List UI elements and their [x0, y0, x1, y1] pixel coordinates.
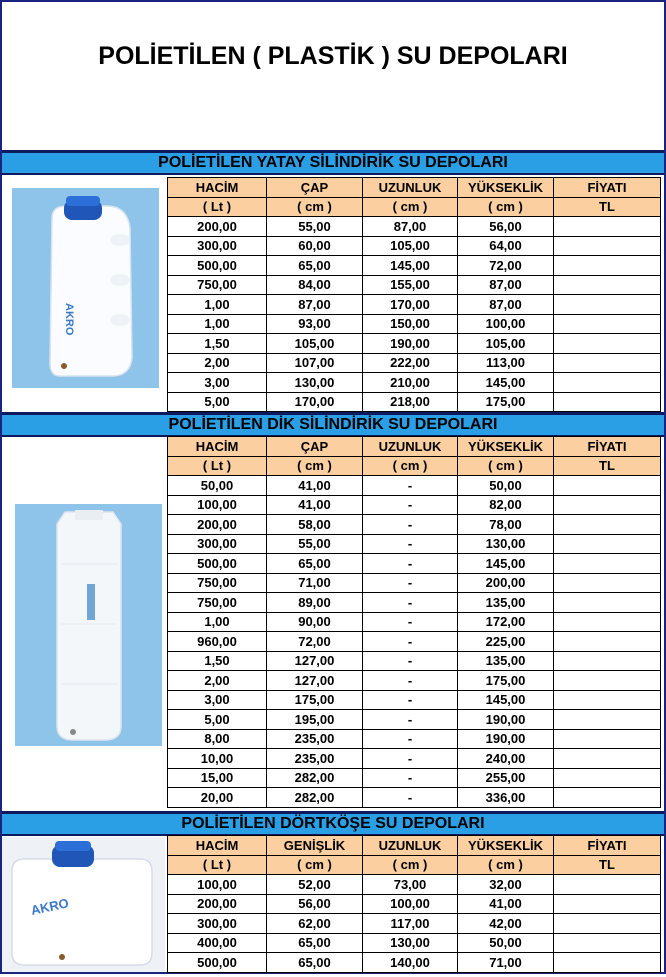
table-cell: - — [363, 788, 458, 808]
column-header: UZUNLUK — [363, 178, 458, 198]
table-cell: 170,00 — [363, 295, 458, 315]
column-header: ( cm ) — [458, 456, 554, 476]
table-cell: 65,00 — [267, 554, 363, 574]
table-cell: 41,00 — [458, 894, 554, 914]
table-cell: 145,00 — [458, 554, 554, 574]
table-cell: 55,00 — [267, 534, 363, 554]
price-cell — [554, 671, 661, 691]
column-header: GENİŞLİK — [267, 836, 363, 856]
table-cell: - — [363, 768, 458, 788]
price-cell — [554, 690, 661, 710]
price-cell — [554, 710, 661, 730]
table-cell: 64,00 — [458, 236, 554, 256]
table-cell: 5,00 — [168, 710, 267, 730]
table-cell: - — [363, 612, 458, 632]
table-cell: 175,00 — [458, 392, 554, 412]
column-header: ( cm ) — [363, 197, 458, 217]
table-cell: 140,00 — [363, 953, 458, 973]
table-cell: - — [363, 729, 458, 749]
table-cell: 41,00 — [267, 495, 363, 515]
table-cell: 200,00 — [168, 217, 267, 237]
vertical-tank-image — [15, 504, 162, 746]
price-cell — [554, 554, 661, 574]
table-cell: 200,00 — [168, 894, 267, 914]
table-row — [168, 768, 661, 788]
table-row — [168, 554, 661, 574]
table-cell: - — [363, 651, 458, 671]
table-cell: 150,00 — [363, 314, 458, 334]
table-cell: - — [363, 710, 458, 730]
section-heading-horizontal: POLİETİLEN YATAY SİLİNDİRİK SU DEPOLARI — [2, 150, 664, 175]
table-cell: 170,00 — [267, 392, 363, 412]
price-cell — [554, 788, 661, 808]
table-cell: 100,00 — [168, 875, 267, 895]
table-cell: 20,00 — [168, 788, 267, 808]
table-row — [168, 651, 661, 671]
table-cell: 2,00 — [168, 671, 267, 691]
table-cell: 56,00 — [458, 217, 554, 237]
table-cell: 135,00 — [458, 593, 554, 613]
column-header: HACİM — [168, 836, 267, 856]
table-cell: 72,00 — [458, 256, 554, 276]
table-cell: 1,00 — [168, 314, 267, 334]
table-cell: 100,00 — [363, 894, 458, 914]
table-cell: 8,00 — [168, 729, 267, 749]
table-cell: 55,00 — [267, 217, 363, 237]
table-header-row — [168, 855, 661, 875]
column-header: ( cm ) — [363, 456, 458, 476]
price-cell — [554, 392, 661, 412]
price-cell — [554, 334, 661, 354]
table-cell: 87,00 — [363, 217, 458, 237]
column-header: ( cm ) — [458, 855, 554, 875]
table-cell: 72,00 — [267, 632, 363, 652]
table-cell: - — [363, 593, 458, 613]
table-row — [168, 334, 661, 354]
price-cell — [554, 749, 661, 769]
table-cell: 105,00 — [458, 334, 554, 354]
table-row — [168, 933, 661, 953]
table-row — [168, 573, 661, 593]
square-tank-image — [2, 837, 165, 972]
table-row — [168, 593, 661, 613]
table-cell: 145,00 — [458, 373, 554, 393]
price-cell — [554, 353, 661, 373]
table-cell: 62,00 — [267, 914, 363, 934]
column-header: TL — [554, 456, 661, 476]
column-header: HACİM — [168, 437, 267, 457]
table-cell: 5,00 — [168, 392, 267, 412]
table-header-row — [168, 178, 661, 198]
column-header: YÜKSEKLİK — [458, 178, 554, 198]
table-row — [168, 373, 661, 393]
table-cell: 78,00 — [458, 515, 554, 535]
table-cell: 300,00 — [168, 236, 267, 256]
table-cell: 190,00 — [458, 710, 554, 730]
price-cell — [554, 933, 661, 953]
column-header: ( cm ) — [363, 855, 458, 875]
table-cell: 105,00 — [363, 236, 458, 256]
table-header-row — [168, 836, 661, 856]
table-cell: - — [363, 476, 458, 496]
table-cell: 89,00 — [267, 593, 363, 613]
price-cell — [554, 314, 661, 334]
table-cell: 93,00 — [267, 314, 363, 334]
table-row — [168, 788, 661, 808]
table-cell: 58,00 — [267, 515, 363, 535]
table-cell: 107,00 — [267, 353, 363, 373]
table-cell: 135,00 — [458, 651, 554, 671]
table-cell: 87,00 — [267, 295, 363, 315]
table-cell: 113,00 — [458, 353, 554, 373]
table-cell: 400,00 — [168, 933, 267, 953]
table-cell: 71,00 — [458, 953, 554, 973]
column-header: ÇAP — [267, 178, 363, 198]
table-cell: 200,00 — [458, 573, 554, 593]
table-row — [168, 275, 661, 295]
column-header: ( cm ) — [267, 197, 363, 217]
table-cell: 235,00 — [267, 749, 363, 769]
table-cell: 145,00 — [363, 256, 458, 276]
price-cell — [554, 914, 661, 934]
price-cell — [554, 573, 661, 593]
table-cell: 90,00 — [267, 612, 363, 632]
price-cell — [554, 651, 661, 671]
table-cell: 172,00 — [458, 612, 554, 632]
column-header: UZUNLUK — [363, 836, 458, 856]
table-cell: 100,00 — [168, 495, 267, 515]
horizontal-tank-photo — [12, 188, 159, 388]
page-title: POLİETİLEN ( PLASTİK ) SU DEPOLARI — [98, 42, 568, 70]
price-cell — [554, 236, 661, 256]
table-cell: 155,00 — [363, 275, 458, 295]
price-cell — [554, 476, 661, 496]
table-row — [168, 953, 661, 973]
table-row — [168, 612, 661, 632]
table-cell: 145,00 — [458, 690, 554, 710]
table-row — [168, 875, 661, 895]
column-header: HACİM — [168, 178, 267, 198]
column-header: ( Lt ) — [168, 456, 267, 476]
section-heading-square: POLİETİLEN DÖRTKÖŞE SU DEPOLARI — [2, 811, 664, 836]
price-cell — [554, 275, 661, 295]
price-cell — [554, 632, 661, 652]
column-header: FİYATI — [554, 437, 661, 457]
table-cell: 175,00 — [458, 671, 554, 691]
price-cell — [554, 593, 661, 613]
table-cell: 500,00 — [168, 953, 267, 973]
table-cell: - — [363, 671, 458, 691]
table-cell: - — [363, 573, 458, 593]
column-header: ( cm ) — [267, 855, 363, 875]
table-cell: 130,00 — [363, 933, 458, 953]
section-heading-vertical: POLİETİLEN DİK SİLİNDİRİK SU DEPOLARI — [2, 412, 664, 437]
column-header: ÇAP — [267, 437, 363, 457]
price-cell — [554, 612, 661, 632]
table-cell: 218,00 — [363, 392, 458, 412]
table-row — [168, 256, 661, 276]
table-row — [168, 690, 661, 710]
square-tank-table — [167, 835, 661, 973]
table-cell: 127,00 — [267, 671, 363, 691]
price-cell — [554, 295, 661, 315]
table-cell: 3,00 — [168, 373, 267, 393]
table-cell: 87,00 — [458, 275, 554, 295]
table-cell: 1,50 — [168, 334, 267, 354]
table-cell: 300,00 — [168, 914, 267, 934]
table-header-row — [168, 456, 661, 476]
table-cell: 65,00 — [267, 953, 363, 973]
table-cell: 255,00 — [458, 768, 554, 788]
price-cell — [554, 217, 661, 237]
table-row — [168, 295, 661, 315]
table-cell: 50,00 — [168, 476, 267, 496]
table-cell: 32,00 — [458, 875, 554, 895]
table-cell: 71,00 — [267, 573, 363, 593]
table-cell: 282,00 — [267, 768, 363, 788]
column-header: TL — [554, 855, 661, 875]
table-header-row — [168, 437, 661, 457]
table-row — [168, 314, 661, 334]
table-row — [168, 632, 661, 652]
table-cell: 50,00 — [458, 933, 554, 953]
table-cell: - — [363, 632, 458, 652]
table-cell: 282,00 — [267, 788, 363, 808]
table-row — [168, 495, 661, 515]
price-cell — [554, 256, 661, 276]
table-cell: 50,00 — [458, 476, 554, 496]
table-row — [168, 515, 661, 535]
table-row — [168, 894, 661, 914]
vertical-tank-table — [167, 436, 661, 808]
table-cell: 750,00 — [168, 593, 267, 613]
price-cell — [554, 768, 661, 788]
table-cell: 105,00 — [267, 334, 363, 354]
table-cell: - — [363, 515, 458, 535]
table-cell: 87,00 — [458, 295, 554, 315]
price-cell — [554, 953, 661, 973]
table-cell: 15,00 — [168, 768, 267, 788]
table-cell: 1,00 — [168, 295, 267, 315]
table-cell: - — [363, 749, 458, 769]
table-row — [168, 392, 661, 412]
table-cell: 2,00 — [168, 353, 267, 373]
table-cell: 750,00 — [168, 275, 267, 295]
table-cell: 41,00 — [267, 476, 363, 496]
table-cell: 82,00 — [458, 495, 554, 515]
table-cell: - — [363, 554, 458, 574]
price-cell — [554, 495, 661, 515]
table-cell: 300,00 — [168, 534, 267, 554]
table-row — [168, 710, 661, 730]
table-cell: 240,00 — [458, 749, 554, 769]
table-cell: 130,00 — [267, 373, 363, 393]
horizontal-tank-image — [12, 188, 159, 388]
table-cell: 56,00 — [267, 894, 363, 914]
table-cell: 190,00 — [458, 729, 554, 749]
table-cell: 235,00 — [267, 729, 363, 749]
price-cell — [554, 875, 661, 895]
price-cell — [554, 894, 661, 914]
table-cell: - — [363, 495, 458, 515]
column-header: ( cm ) — [458, 197, 554, 217]
table-row — [168, 534, 661, 554]
column-header: FİYATI — [554, 178, 661, 198]
table-cell: 130,00 — [458, 534, 554, 554]
horizontal-tank-table — [167, 177, 661, 412]
table-cell: 60,00 — [267, 236, 363, 256]
table-cell: 336,00 — [458, 788, 554, 808]
table-row — [168, 729, 661, 749]
table-cell: 52,00 — [267, 875, 363, 895]
column-header: YÜKSEKLİK — [458, 437, 554, 457]
table-header-row — [168, 197, 661, 217]
table-row — [168, 914, 661, 934]
table-cell: 225,00 — [458, 632, 554, 652]
table-cell: - — [363, 534, 458, 554]
table-cell: 127,00 — [267, 651, 363, 671]
table-cell: 84,00 — [267, 275, 363, 295]
table-cell: 960,00 — [168, 632, 267, 652]
price-cell — [554, 534, 661, 554]
table-row — [168, 236, 661, 256]
table-cell: 500,00 — [168, 256, 267, 276]
product-logo-square: AKRO — [29, 895, 71, 918]
price-cell — [554, 373, 661, 393]
column-header: ( cm ) — [267, 456, 363, 476]
square-tank-photo — [2, 837, 165, 972]
table-cell: 42,00 — [458, 914, 554, 934]
table-cell: 1,00 — [168, 612, 267, 632]
product-logo: AKRO — [63, 303, 75, 336]
price-cell — [554, 729, 661, 749]
table-row — [168, 353, 661, 373]
table-cell: 750,00 — [168, 573, 267, 593]
table-cell: 100,00 — [458, 314, 554, 334]
table-cell: 190,00 — [363, 334, 458, 354]
table-cell: 3,00 — [168, 690, 267, 710]
column-header: TL — [554, 197, 661, 217]
column-header: YÜKSEKLİK — [458, 836, 554, 856]
table-row — [168, 217, 661, 237]
table-row — [168, 749, 661, 769]
column-header: ( Lt ) — [168, 855, 267, 875]
table-cell: 65,00 — [267, 256, 363, 276]
column-header: UZUNLUK — [363, 437, 458, 457]
table-row — [168, 476, 661, 496]
table-row — [168, 671, 661, 691]
vertical-tank-photo — [15, 504, 162, 746]
table-cell: 210,00 — [363, 373, 458, 393]
price-cell — [554, 515, 661, 535]
table-cell: 222,00 — [363, 353, 458, 373]
table-cell: 117,00 — [363, 914, 458, 934]
column-header: ( Lt ) — [168, 197, 267, 217]
table-cell: 195,00 — [267, 710, 363, 730]
table-cell: - — [363, 690, 458, 710]
column-header: FİYATI — [554, 836, 661, 856]
table-cell: 65,00 — [267, 933, 363, 953]
table-cell: 10,00 — [168, 749, 267, 769]
table-cell: 73,00 — [363, 875, 458, 895]
table-cell: 1,50 — [168, 651, 267, 671]
table-cell: 200,00 — [168, 515, 267, 535]
table-cell: 175,00 — [267, 690, 363, 710]
table-cell: 500,00 — [168, 554, 267, 574]
